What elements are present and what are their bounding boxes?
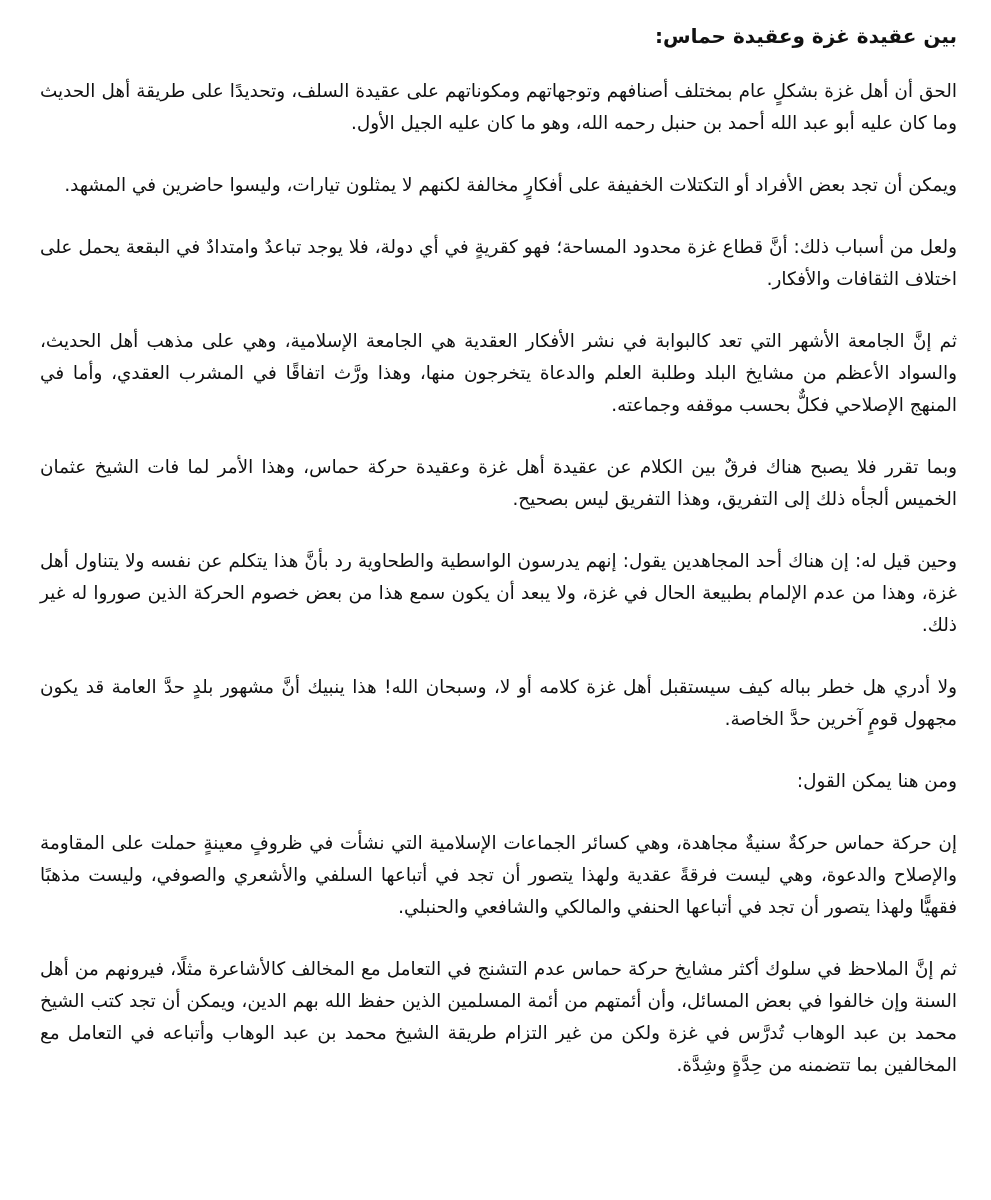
paragraph-5: وبما تقرر فلا يصبح هناك فرقٌ بين الكلام عن عقيدة أهل غزة وعقيدة حركة حماس، وهذا الأمر لما فات الشيخ عثمان الخميس ألجأه ذلك إلى التفريق، وهذا التفريق ليس بصحيح. bbox=[40, 457, 957, 510]
paragraph-4: ثم إنَّ الجامعة الأشهر التي تعد كالبوابة في نشر الأفكار العقدية هي الجامعة الإسلامية، وهي على مذهب أهل الحديث، والسواد الأعظم من مشايخ البلد وطلبة العلم والدعاة يتخرجون منها، وهذا ورَّث اتفاقًا في المشرب العقدي، وأما في المنهج الإصلاحي فكلٌّ بحسب موقفه وجماعته. bbox=[40, 331, 957, 416]
article-title: بين عقيدة غزة وعقيدة حماس: bbox=[655, 24, 957, 48]
paragraph-1: الحق أن أهل غزة بشكلٍ عام بمختلف أصنافهم وتوجهاتهم ومكوناتهم على عقيدة السلف، وتحديدًا على طريقة أهل الحديث وما كان عليه أبو عبد الله أحمد بن حنبل رحمه الله، وهو ما كان عليه الجيل الأول. bbox=[40, 81, 957, 134]
paragraph-10: ثم إنَّ الملاحظ في سلوك أكثر مشايخ حركة حماس عدم التشنج في التعامل مع المخالف كالأشاعرة مثلًا، فيرونهم من أهل السنة وإن خالفوا في بعض المسائل، وأن أئمتهم من أئمة المسلمين الذين حفظ الله بهم الدين، ويمكن أن تجد كتب الشيخ محمد بن عبد الوهاب تُدرَّس في غزة ولكن من غير التزام طريقة الشيخ محمد بن عبد الوهاب وأتباعه في التعامل مع المخالفين بما تتضمنه من حِدَّةٍ وشِدَّة. bbox=[40, 959, 957, 1076]
paragraph-7: ولا أدري هل خطر بباله كيف سيستقبل أهل غزة كلامه أو لا، وسبحان الله! هذا ينبيك أنَّ مشهور بلدٍ حدَّ العامة قد يكون مجهول قومٍ آخرين حدَّ الخاصة. bbox=[40, 677, 957, 730]
paragraph-3: ولعل من أسباب ذلك: أنَّ قطاع غزة محدود المساحة؛ فهو كقريةٍ في أي دولة، فلا يوجد تباعدٌ وامتدادٌ في البقعة يحمل على اختلاف الثقافات والأفكار. bbox=[40, 237, 957, 290]
paragraph-2: ويمكن أن تجد بعض الأفراد أو التكتلات الخفيفة على أفكارٍ مخالفة لكنهم لا يمثلون تيارات، وليسوا حاضرين في المشهد. bbox=[64, 175, 957, 196]
paragraph-8: ومن هنا يمكن القول: bbox=[796, 771, 957, 792]
paragraph-6: وحين قيل له: إن هناك أحد المجاهدين يقول: إنهم يدرسون الواسطية والطحاوية رد بأنَّ هذا يتكلم عن نفسه ولا يتناول أهل غزة، وهذا من عدم الإلمام بطبيعة الحال في غزة، ولا يبعد أن يكون سمع هذا من بعض خصوم الحركة الذين صوروا له غير ذلك. bbox=[40, 551, 957, 636]
paragraph-9: إن حركة حماس حركةٌ سنيةٌ مجاهدة، وهي كسائر الجماعات الإسلامية التي نشأت في ظروفٍ معينةٍ حملت على المقاومة والإصلاح والدعوة، وهي ليست فرقةً عقدية ولهذا يتصور أن تجد في أتباعها السلفي والأشعري والصوفي، وليست مذهبًا فقهيًّا ولهذا يتصور أن تجد في أتباعها الحنفي والمالكي والشافعي والحنبلي. bbox=[40, 833, 957, 918]
